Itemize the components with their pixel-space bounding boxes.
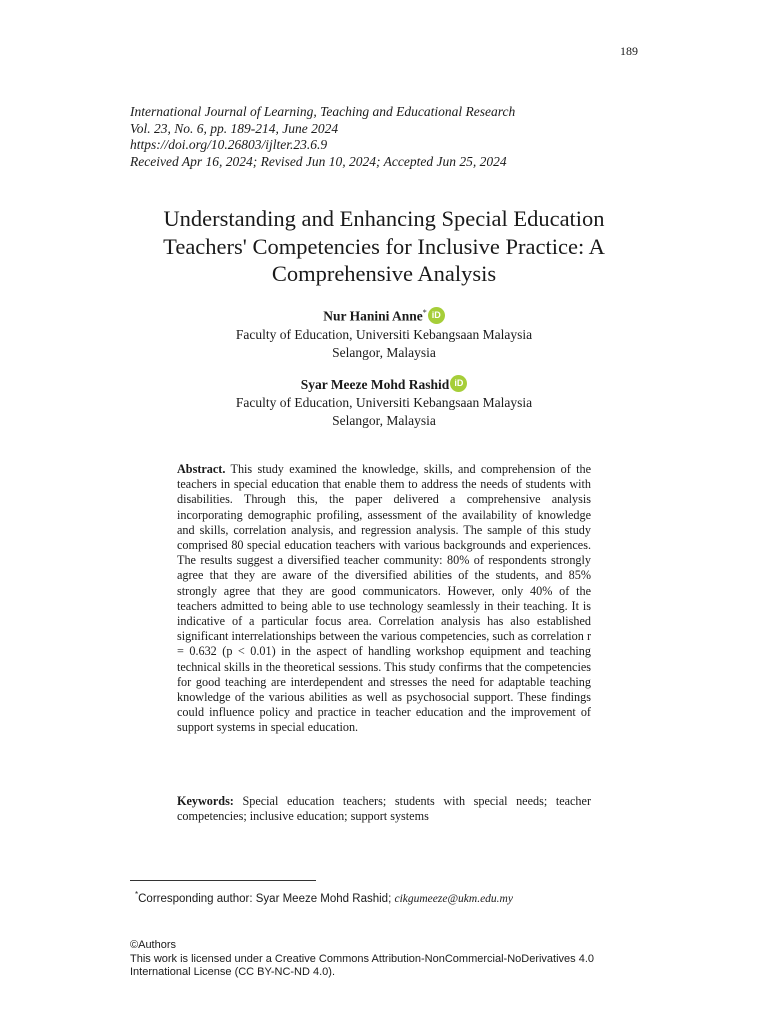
author-location: Selangor, Malaysia	[332, 413, 436, 428]
journal-name: International Journal of Learning, Teaching and Educational Research	[130, 104, 516, 119]
author-email[interactable]: cikgumeeze@ukm.edu.my	[394, 892, 513, 905]
abstract	[177, 462, 591, 736]
journal-dates: Received Apr 16, 2024; Revised Jun 10, 2024; Accepted Jun 25, 2024	[130, 153, 507, 169]
footnote	[135, 890, 513, 905]
footnote-text: Corresponding author: Syar Meeze Mohd Rashid;	[138, 892, 392, 905]
footnote-marker: *	[135, 890, 139, 899]
author-affiliation: Faculty of Education, Universiti Kebangsaan Malaysia	[235, 395, 533, 410]
author-location: Selangor, Malaysia	[332, 344, 436, 360]
keywords	[177, 794, 591, 824]
title-line: Comprehensive Analysis	[271, 261, 497, 286]
page-number: 189	[620, 44, 638, 58]
orcid-icon[interactable]: iD	[450, 375, 467, 392]
title-line: Understanding and Enhancing Special Education	[163, 206, 605, 231]
license-notice	[130, 939, 594, 980]
author-affiliation: Faculty of Education, Universiti Kebangsaan Malaysia	[235, 326, 533, 342]
license-line: This work is licensed under a Creative Commons Attribution-NonCommercial-NoDerivatives 4.0	[130, 952, 595, 965]
author-block-1	[0, 304, 768, 362]
paper-title	[96, 205, 672, 288]
title-line: Teachers' Competencies for Inclusive Practice: A	[163, 233, 605, 259]
copyright: ©Authors	[130, 939, 177, 951]
journal-volume: Vol. 23, No. 6, pp. 189-214, June 2024	[130, 120, 339, 136]
abstract-label: Abstract.	[177, 462, 226, 476]
keywords-label: Keywords:	[177, 794, 234, 808]
corresponding-marker: *	[422, 308, 427, 317]
footnote-divider	[130, 880, 316, 881]
author-block-2	[0, 375, 768, 430]
keywords-text: Special education teachers; students with special needs; teacher competencies; inclusive education; support systems	[177, 794, 591, 824]
license-line: International License (CC BY-NC-ND 4.0).	[130, 966, 336, 978]
author-name: Nur Hanini Anne	[323, 308, 423, 324]
journal-doi[interactable]: https://doi.org/10.26803/ijlter.23.6.9	[130, 137, 328, 152]
author-name: Syar Meeze Mohd Rashid	[300, 377, 450, 392]
abstract-text: This study examined the knowledge, skills, and comprehension of the teachers in special education that enable them to address the needs of students with disabilities. Through this, the paper delivered a comprehensive analysis incorporating demographic profiling, assessment of the availability of knowledge and skills, correlation analysis, and regression analysis. The sample of this study comprised 80 special education teachers with various backgrounds and experiences. The results suggest a diversified teacher community: 80% of respondents strongly agree that they are aware of the diversified abilities of the students, and 85% strongly agree that they are good communicators. However, only 40% of the teachers admitted to being able to use technology seamlessly in their teaching. It is indicative of a particular focus area. Correlation analysis has also established significant interrelationships between the various competencies, such as correlation r = 0.632 (p < 0.01) in the aspect of handling workshop equipment and teaching technical skills in the theoretical sessions. This study confirms that the competencies for good teaching are interdependent and stresses the need for adaptable teaching knowledge of the various abilities as well as psychosocial support. These findings could influence policy and practice in teacher education and the improvement of support systems in special education.	[177, 462, 592, 735]
journal-header	[130, 104, 515, 170]
orcid-icon[interactable]: iD	[428, 307, 445, 324]
